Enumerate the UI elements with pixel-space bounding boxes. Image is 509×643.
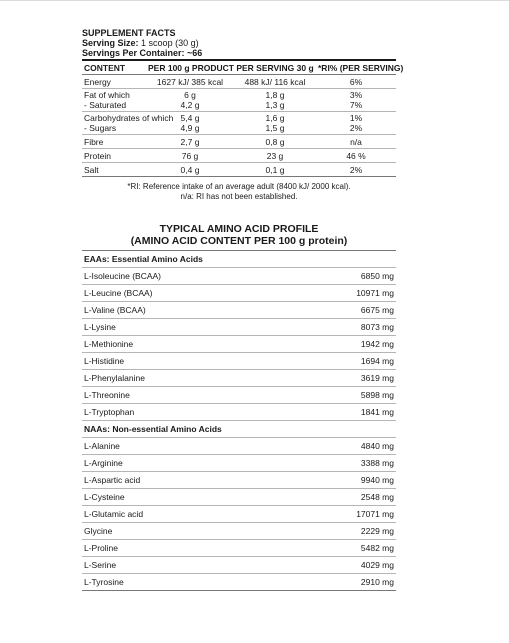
facts-cell-line: 2,7 g bbox=[180, 136, 200, 147]
facts-cell-line: Fat of which bbox=[84, 90, 130, 100]
facts-cell bbox=[234, 75, 316, 89]
amino-name: L-Serine bbox=[82, 557, 316, 574]
amino-value: 10971 mg bbox=[316, 285, 396, 302]
amino-value: 4029 mg bbox=[316, 557, 396, 574]
amino-section-label: EAAs: Essential Amino Acids bbox=[84, 254, 203, 264]
facts-cell-subline: 1,3 g bbox=[265, 100, 285, 110]
facts-cell bbox=[82, 89, 146, 112]
facts-cell-subline: 7% bbox=[349, 100, 363, 110]
amino-name: L-Methionine bbox=[82, 336, 316, 353]
facts-cell bbox=[316, 112, 396, 135]
amino-row bbox=[82, 268, 396, 285]
amino-value: 1841 mg bbox=[316, 404, 396, 421]
serving-size-value: 1 scoop (30 g) bbox=[141, 38, 199, 48]
facts-cell-line: 76 g bbox=[181, 150, 199, 161]
header-ri-percent: *RI% (PER SERVING) bbox=[316, 60, 396, 75]
amino-row bbox=[82, 370, 396, 387]
supplement-facts-title: SUPPLEMENT FACTS bbox=[82, 28, 176, 38]
header-per-100g: PER 100 g PRODUCT bbox=[146, 60, 234, 75]
amino-row bbox=[82, 438, 396, 455]
amino-row bbox=[82, 336, 396, 353]
serving-size-line bbox=[82, 38, 396, 48]
facts-cell bbox=[82, 75, 146, 89]
facts-body bbox=[82, 75, 396, 177]
facts-row bbox=[82, 149, 396, 163]
facts-cell-line: 1627 kJ/ 385 kcal bbox=[156, 76, 224, 87]
header-content: CONTENT bbox=[82, 60, 146, 75]
amino-value: 17071 mg bbox=[316, 506, 396, 523]
facts-cell-subline: - Sugars bbox=[84, 123, 117, 133]
amino-row bbox=[82, 387, 396, 404]
amino-name: L-Aspartic acid bbox=[82, 472, 316, 489]
facts-cell-line: 5,4 g bbox=[180, 113, 200, 123]
facts-cell bbox=[234, 112, 316, 135]
facts-cell bbox=[82, 163, 146, 177]
amino-name: L-Tryptophan bbox=[82, 404, 316, 421]
supplement-facts-header bbox=[82, 28, 396, 58]
amino-profile-title bbox=[82, 223, 396, 247]
amino-row bbox=[82, 285, 396, 302]
facts-cell-line: Fibre bbox=[84, 136, 104, 147]
facts-cell-subline: 1,5 g bbox=[265, 123, 285, 133]
amino-value: 6675 mg bbox=[316, 302, 396, 319]
amino-value: 1694 mg bbox=[316, 353, 396, 370]
amino-value: 5482 mg bbox=[316, 540, 396, 557]
amino-section-row bbox=[82, 251, 396, 268]
facts-cell-line: Energy bbox=[84, 76, 111, 87]
amino-value: 9940 mg bbox=[316, 472, 396, 489]
amino-name: L-Lysine bbox=[82, 319, 316, 336]
facts-cell bbox=[234, 163, 316, 177]
top-divider bbox=[0, 0, 509, 1]
facts-row bbox=[82, 89, 396, 112]
amino-value: 2229 mg bbox=[316, 523, 396, 540]
servings-per-container-value: ~66 bbox=[187, 48, 203, 58]
facts-cell-subline: 4,9 g bbox=[180, 123, 200, 133]
amino-name: L-Threonine bbox=[82, 387, 316, 404]
facts-cell bbox=[234, 89, 316, 112]
amino-name: L-Tyrosine bbox=[82, 574, 316, 591]
facts-cell-line: 0,1 g bbox=[265, 164, 285, 175]
supplement-facts-table bbox=[82, 59, 404, 177]
amino-value: 2910 mg bbox=[316, 574, 396, 591]
facts-row bbox=[82, 135, 396, 149]
facts-cell-subline: 2% bbox=[349, 123, 363, 133]
amino-row bbox=[82, 489, 396, 506]
facts-cell bbox=[146, 135, 234, 149]
facts-cell-subline: 4,2 g bbox=[180, 100, 200, 110]
amino-row bbox=[82, 455, 396, 472]
amino-row bbox=[82, 319, 396, 336]
facts-cell-line: Salt bbox=[84, 164, 99, 175]
facts-cell-line: Carbohydrates of which bbox=[84, 113, 174, 123]
amino-section-row bbox=[82, 421, 396, 438]
amino-name: L-Isoleucine (BCAA) bbox=[82, 268, 316, 285]
facts-cell-line: 1% bbox=[349, 113, 363, 123]
nutrition-panel bbox=[82, 28, 404, 591]
amino-profile-title-line1: TYPICAL AMINO ACID PROFILE bbox=[159, 223, 319, 235]
amino-name: Glycine bbox=[82, 523, 316, 540]
amino-value: 2548 mg bbox=[316, 489, 396, 506]
facts-cell bbox=[146, 163, 234, 177]
facts-row bbox=[82, 112, 396, 135]
amino-profile-title-line2: (AMINO ACID CONTENT PER 100 g protein) bbox=[130, 235, 348, 247]
amino-value: 8073 mg bbox=[316, 319, 396, 336]
facts-cell-line: 2% bbox=[349, 164, 363, 175]
facts-cell-line: 3% bbox=[349, 90, 363, 100]
amino-row bbox=[82, 353, 396, 370]
amino-value: 3388 mg bbox=[316, 455, 396, 472]
amino-row bbox=[82, 506, 396, 523]
amino-row bbox=[82, 540, 396, 557]
amino-row bbox=[82, 574, 396, 591]
facts-cell bbox=[82, 149, 146, 163]
amino-name: L-Cysteine bbox=[82, 489, 316, 506]
facts-row bbox=[82, 163, 396, 177]
facts-cell bbox=[316, 89, 396, 112]
serving-size-label: Serving Size: bbox=[82, 38, 139, 48]
facts-cell bbox=[82, 135, 146, 149]
facts-cell-line: 6 g bbox=[184, 90, 196, 100]
amino-value: 5898 mg bbox=[316, 387, 396, 404]
amino-value: 4840 mg bbox=[316, 438, 396, 455]
amino-name: L-Alanine bbox=[82, 438, 316, 455]
facts-cell bbox=[316, 135, 396, 149]
facts-cell bbox=[146, 89, 234, 112]
facts-cell-line: 23 g bbox=[266, 150, 284, 161]
amino-name: L-Histidine bbox=[82, 353, 316, 370]
amino-name: L-Proline bbox=[82, 540, 316, 557]
facts-cell-line: 1,6 g bbox=[265, 113, 285, 123]
amino-value: 3619 mg bbox=[316, 370, 396, 387]
ri-footnote-line1: *RI: Reference intake of an average adult (8400 kJ/ 2000 kcal). bbox=[127, 182, 351, 191]
amino-value bbox=[316, 251, 396, 268]
ri-footnote bbox=[82, 182, 396, 202]
ri-footnote-line2: n/a: RI has not been established. bbox=[180, 192, 298, 201]
facts-row bbox=[82, 75, 396, 89]
facts-cell-line: 1,8 g bbox=[265, 90, 285, 100]
facts-cell-subline: - Saturated bbox=[84, 100, 127, 110]
amino-acid-table bbox=[82, 250, 396, 591]
amino-name: L-Leucine (BCAA) bbox=[82, 285, 316, 302]
facts-cell-line: 0,8 g bbox=[265, 136, 285, 147]
header-per-serving: PER SERVING 30 g bbox=[234, 60, 316, 75]
amino-row bbox=[82, 404, 396, 421]
facts-cell-line: n/a bbox=[350, 136, 362, 147]
amino-name: L-Arginine bbox=[82, 455, 316, 472]
facts-cell-line: 6% bbox=[349, 76, 363, 87]
amino-row bbox=[82, 302, 396, 319]
amino-value: 1942 mg bbox=[316, 336, 396, 353]
facts-cell bbox=[146, 75, 234, 89]
amino-body bbox=[82, 251, 396, 591]
amino-section-label: NAAs: Non-essential Amino Acids bbox=[82, 421, 316, 438]
facts-cell-line: 0,4 g bbox=[180, 164, 200, 175]
amino-name: L-Phenylalanine bbox=[82, 370, 316, 387]
facts-cell bbox=[316, 75, 396, 89]
amino-value: 6850 mg bbox=[316, 268, 396, 285]
facts-cell bbox=[82, 112, 174, 135]
facts-header-row bbox=[82, 60, 396, 75]
amino-row bbox=[82, 523, 396, 540]
amino-row bbox=[82, 472, 396, 489]
facts-cell bbox=[316, 163, 396, 177]
amino-name: L-Valine (BCAA) bbox=[82, 302, 316, 319]
servings-per-container-line bbox=[82, 48, 396, 58]
facts-cell bbox=[146, 149, 234, 163]
servings-per-container-label: Servings Per Container: bbox=[82, 48, 185, 58]
facts-cell bbox=[316, 149, 396, 163]
facts-cell-line: Protein bbox=[84, 150, 111, 161]
amino-name: L-Glutamic acid bbox=[82, 506, 316, 523]
facts-cell bbox=[234, 149, 316, 163]
facts-cell bbox=[234, 135, 316, 149]
facts-cell-line: 46 % bbox=[346, 150, 366, 161]
facts-cell-line: 488 kJ/ 116 kcal bbox=[244, 76, 306, 87]
amino-value bbox=[316, 421, 396, 438]
amino-row bbox=[82, 557, 396, 574]
